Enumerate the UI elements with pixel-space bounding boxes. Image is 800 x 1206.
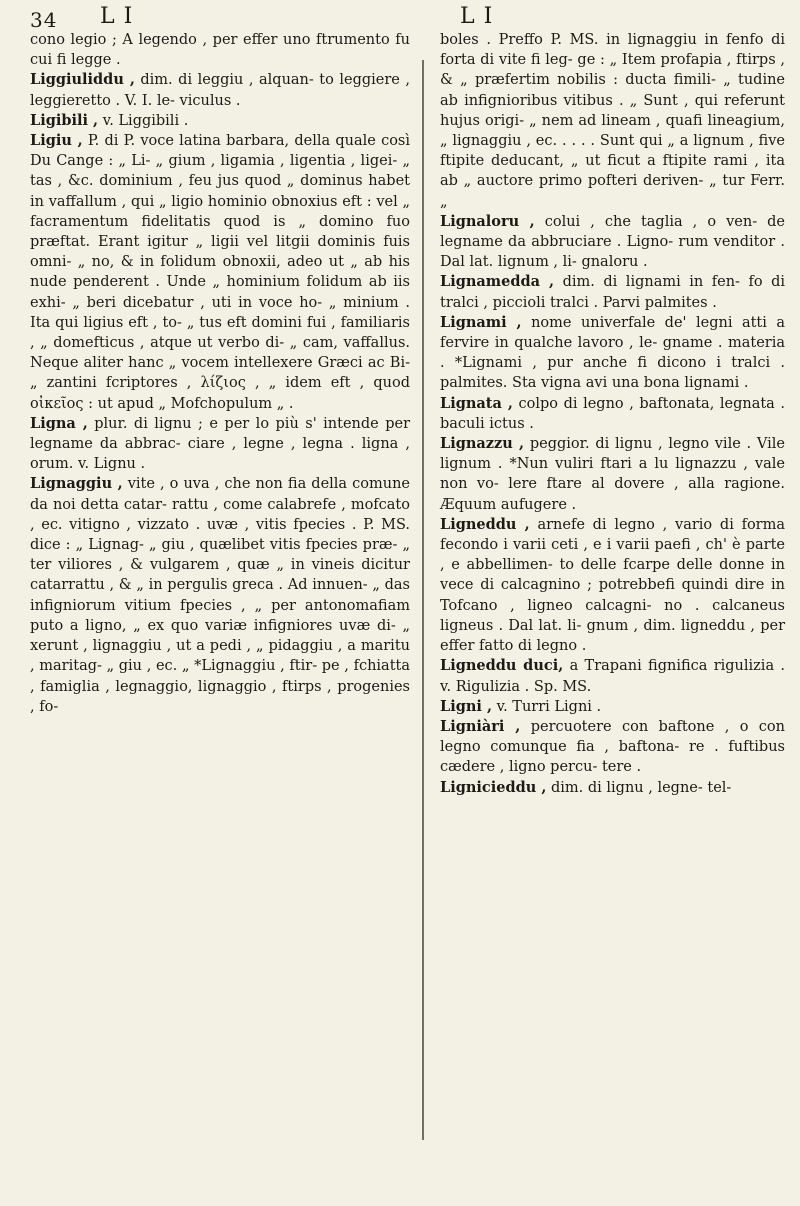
right-column [440,30,785,798]
entry: Ligni , v. Turri Ligni . [440,697,602,715]
right-running-head: L I [460,4,494,29]
entry: Ligneddu duci, a Trapani fignifica rigulizia . v. Rigulizia . Sp. MS. [440,657,786,695]
entry: Lignazzu , peggior. di lignu , legno vile . Vile lignum . *Nun vuliri ftari a lu lignazzu , vale non vo- lere ftare al dovere , alla ragione. Æquum aufugere . [440,435,786,513]
entry: Lignamedda , dim. di lignami in fen- fo di tralci , piccioli tralci . Parvi palmites . [440,273,785,311]
entry: Ligniàri , percuotere con baftone , o con legno comunque fia , baftona- re . fuftibus cædere , ligno percu- tere . [440,717,786,776]
entry: Lignicieddu , dim. di lignu , legne- tel- [440,778,732,796]
left-running-head: L I [100,4,134,29]
entry: Ligneddu , arnefe di legno , vario di forma fecondo i varii ceti , e i varii paefi , ch' è parte , e abbellimen- to delle fcarpe delle donne in vece di calcagnino ; potrebbefi quindi dire in Tofcano , ligneo calcagni- no . calcaneus ligneus . Dal lat. li- gnum , dim. ligneddu , per effer fatto di legno . [440,515,786,655]
entry: Lignami , nome univerfale de' legni atti a fervire in qualche lavoro , le- gname . materia . *Lignami , pur anche fi dicono i tralci . palmites. Sta vigna avi una bona lignami . [440,313,785,392]
entry: Ligna , plur. di lignu ; e per lo più s' intende per legname da abbrac- ciare , legne , legna . ligna , orum. v. Lignu . [30,414,410,473]
entry: Lignaloru , colui , che taglia , o ven- de legname da abbruciare . Ligno- rum venditor . Dal lat. lignum , li- gnaloru . [440,212,785,271]
entry: boles . Preffo P. MS. in lignaggiu in fenfo di forta di vite fi leg- ge : „ Item profapia , ftirps , & „ præfertim nobilis : ducta fimili- „ tudine ab infignioribus vitibus . „ Sunt , qui referunt hujus origi- „ nem ad lineam , quafi lineagium, „ lignaggiu , ec. . . . . Sunt qui „ a lignum , five ftipite deducant, „ ut ficut a ftipite rami , ita ab „ auctore primo pofteri deriven- „ tur Ferr. „ [440,32,785,210]
entry: Ligibili , v. Liggibili . [30,111,189,129]
entry: cono legio ; A legendo , per effer uno ftrumento fu cui fi legge . [30,32,410,69]
page-number: 34 [30,8,58,32]
entry: Lignaggiu , vite , o uva , che non fia della comune da noi detta catar- rattu , come calabrefe , mofcato , ec. vitigno , vizzato . uvæ , vitis fpecies . P. MS. dice : „ Lignag- „ giu , quælibet vitis fpecies præ- „ ter viliores , & vulgarem , quæ „ in vineis dicitur catarrattu , & „ in pergulis greca . Ad innuen- „ das infigniorum vitium fpecies , „ per antonomafiam puto a ligno, „ ex quo variæ infigniores uvæ di- „ xerunt , lignaggiu , ut a pedi , „ pidaggiu , a maritu , maritag- „ giu , ec. „ *Lignaggiu , ftir- pe , fchiatta , famiglia , legnaggio, lignaggio , ftirps , progenies , fo- [30,475,410,715]
entry: Lignata , colpo di legno , baftonata, legnata . baculi ictus . [440,394,786,432]
entry: Liggiuliddu , dim. di leggiu , alquan- to leggiere , leggieretto . V. I. le- viculus . [30,71,411,109]
entry: Ligiu , P. di P. voce latina barbara, della quale così Du Cange : „ Li- „ gium , ligamia , ligentia , ligei- „ tas , &c. dominium , feu jus quod „ dominus habet in vaffallum , qui „ ligio hominio obnoxius eft : vel „ facramentum fidelitatis quod is „ domino fuo præftat. Erant igitur „ ligii vel litgii dominis fuis omni- „ no, & in folidum obnoxii, adeo ut „ ab his nude penderent . Unde „ hominium folidum ab iis exhi- „ beri dicebatur , uti in voce ho- „ minium . Ita qui ligius eft , to- „ tus eft domini fui , familiaris , „ domefticus , atque ut verbo di- „ cam, vaffallus. Neque aliter hanc „ vocem intellexere Græci ac Bi- „ zantini fcriptores , λίζιος , „ idem eft , quod οἰκεῖος : ut apud „ Mofchopulum „ . [30,132,411,412]
column-divider [422,60,424,1140]
left-column [30,30,410,717]
